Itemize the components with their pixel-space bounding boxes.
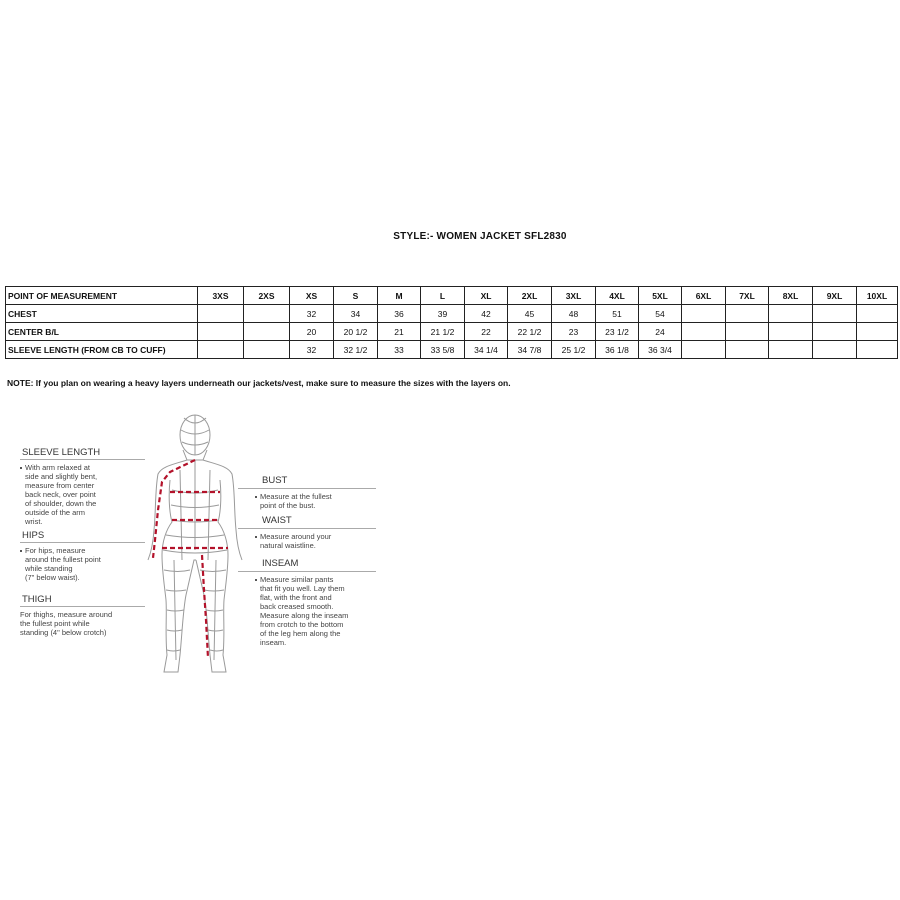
size-chart-table	[5, 286, 898, 359]
hips-title: HIPS	[22, 530, 45, 541]
inseam-rule	[238, 571, 376, 572]
sleeve-length-title: SLEEVE LENGTH	[22, 447, 101, 458]
inseam-title: INSEAM	[262, 558, 299, 569]
table-cell: 20 1/2	[334, 323, 378, 341]
inseam-text: Measure similar pants that fit you well. Lay them flat, with the front and back creased smooth. Measure along the inseam from crotch to the bottom of the leg hem along the inseam.	[255, 575, 348, 647]
table-cell: 33 5/8	[421, 341, 465, 359]
table-cell: 23 1/2	[596, 323, 639, 341]
measurement-guide	[0, 405, 420, 695]
table-cell	[726, 341, 769, 359]
waist-title: WAIST	[262, 515, 292, 526]
sleeve-length-rule	[20, 459, 145, 460]
table-cell: 24	[639, 323, 682, 341]
header-size-xs: XS	[290, 287, 334, 305]
table-cell: 33	[378, 341, 421, 359]
table-cell	[682, 305, 726, 323]
table-cell	[198, 305, 244, 323]
table-cell	[244, 341, 290, 359]
header-size-2xs: 2XS	[244, 287, 290, 305]
table-cell	[857, 341, 898, 359]
header-size-l: L	[421, 287, 465, 305]
header-size-m: M	[378, 287, 421, 305]
table-cell	[813, 323, 857, 341]
table-cell	[682, 323, 726, 341]
bust-text: Measure at the fullest point of the bust.	[255, 492, 332, 510]
table-cell: 51	[596, 305, 639, 323]
table-cell	[813, 341, 857, 359]
row-label: SLEEVE LENGTH (FROM CB TO CUFF)	[6, 341, 198, 359]
table-cell: 21	[378, 323, 421, 341]
table-cell	[769, 323, 813, 341]
table-cell: 34 1/4	[465, 341, 508, 359]
sleeve-length-line	[153, 460, 195, 558]
table-cell: 39	[421, 305, 465, 323]
header-size-3xl: 3XL	[552, 287, 596, 305]
table-cell: 36 3/4	[639, 341, 682, 359]
table-cell	[244, 305, 290, 323]
table-cell: 34	[334, 305, 378, 323]
thigh-text: For thighs, measure around the fullest point while standing (4" below crotch)	[20, 610, 113, 637]
table-cell	[198, 323, 244, 341]
header-size-7xl: 7XL	[726, 287, 769, 305]
table-cell	[769, 305, 813, 323]
body-figure-illustration	[140, 410, 250, 680]
header-size-3xs: 3XS	[198, 287, 244, 305]
table-cell: 32	[290, 341, 334, 359]
table-cell: 22 1/2	[508, 323, 552, 341]
table-cell: 20	[290, 323, 334, 341]
header-size-8xl: 8XL	[769, 287, 813, 305]
table-cell: 54	[639, 305, 682, 323]
header-size-s: S	[334, 287, 378, 305]
row-label: CENTER B/L	[6, 323, 198, 341]
table-cell: 48	[552, 305, 596, 323]
table-cell	[726, 323, 769, 341]
table-row	[6, 323, 898, 341]
header-size-xl: XL	[465, 287, 508, 305]
table-cell: 36	[378, 305, 421, 323]
table-cell: 34 7/8	[508, 341, 552, 359]
table-cell	[857, 305, 898, 323]
header-size-4xl: 4XL	[596, 287, 639, 305]
bust-rule	[238, 488, 376, 489]
table-cell: 32	[290, 305, 334, 323]
table-cell: 45	[508, 305, 552, 323]
header-size-2xl: 2XL	[508, 287, 552, 305]
table-cell	[244, 323, 290, 341]
sleeve-length-text: With arm relaxed at side and slightly bent, measure from center back neck, over point of shoulder, down the outside of the arm wrist.	[20, 463, 97, 526]
table-row	[6, 341, 898, 359]
table-header-row	[6, 287, 898, 305]
thigh-title: THIGH	[22, 594, 52, 605]
header-size-5xl: 5XL	[639, 287, 682, 305]
table-cell: 42	[465, 305, 508, 323]
header-point-of-measurement: POINT OF MEASUREMENT	[6, 287, 198, 305]
row-label: CHEST	[6, 305, 198, 323]
table-cell: 23	[552, 323, 596, 341]
table-cell	[857, 323, 898, 341]
waist-rule	[238, 528, 376, 529]
table-cell: 21 1/2	[421, 323, 465, 341]
style-title: STYLE:- WOMEN JACKET SFL2830	[393, 231, 567, 242]
waist-text: Measure around your natural waistline.	[255, 532, 331, 550]
table-cell	[813, 305, 857, 323]
table-cell	[198, 341, 244, 359]
table-cell	[769, 341, 813, 359]
layering-note: NOTE: If you plan on wearing a heavy layers underneath our jackets/vest, make sure to measure the sizes with the layers on.	[7, 378, 511, 388]
hips-rule	[20, 542, 145, 543]
table-cell: 25 1/2	[552, 341, 596, 359]
table-cell: 32 1/2	[334, 341, 378, 359]
bust-title: BUST	[262, 475, 288, 486]
table-cell: 22	[465, 323, 508, 341]
header-size-6xl: 6XL	[682, 287, 726, 305]
thigh-rule	[20, 606, 145, 607]
table-cell: 36 1/8	[596, 341, 639, 359]
measure-lines	[153, 460, 228, 658]
hips-text: For hips, measure around the fullest point while standing (7" below waist).	[20, 546, 101, 582]
header-size-10xl: 10XL	[857, 287, 898, 305]
table-row	[6, 305, 898, 323]
header-size-9xl: 9XL	[813, 287, 857, 305]
table-cell	[682, 341, 726, 359]
table-cell	[726, 305, 769, 323]
